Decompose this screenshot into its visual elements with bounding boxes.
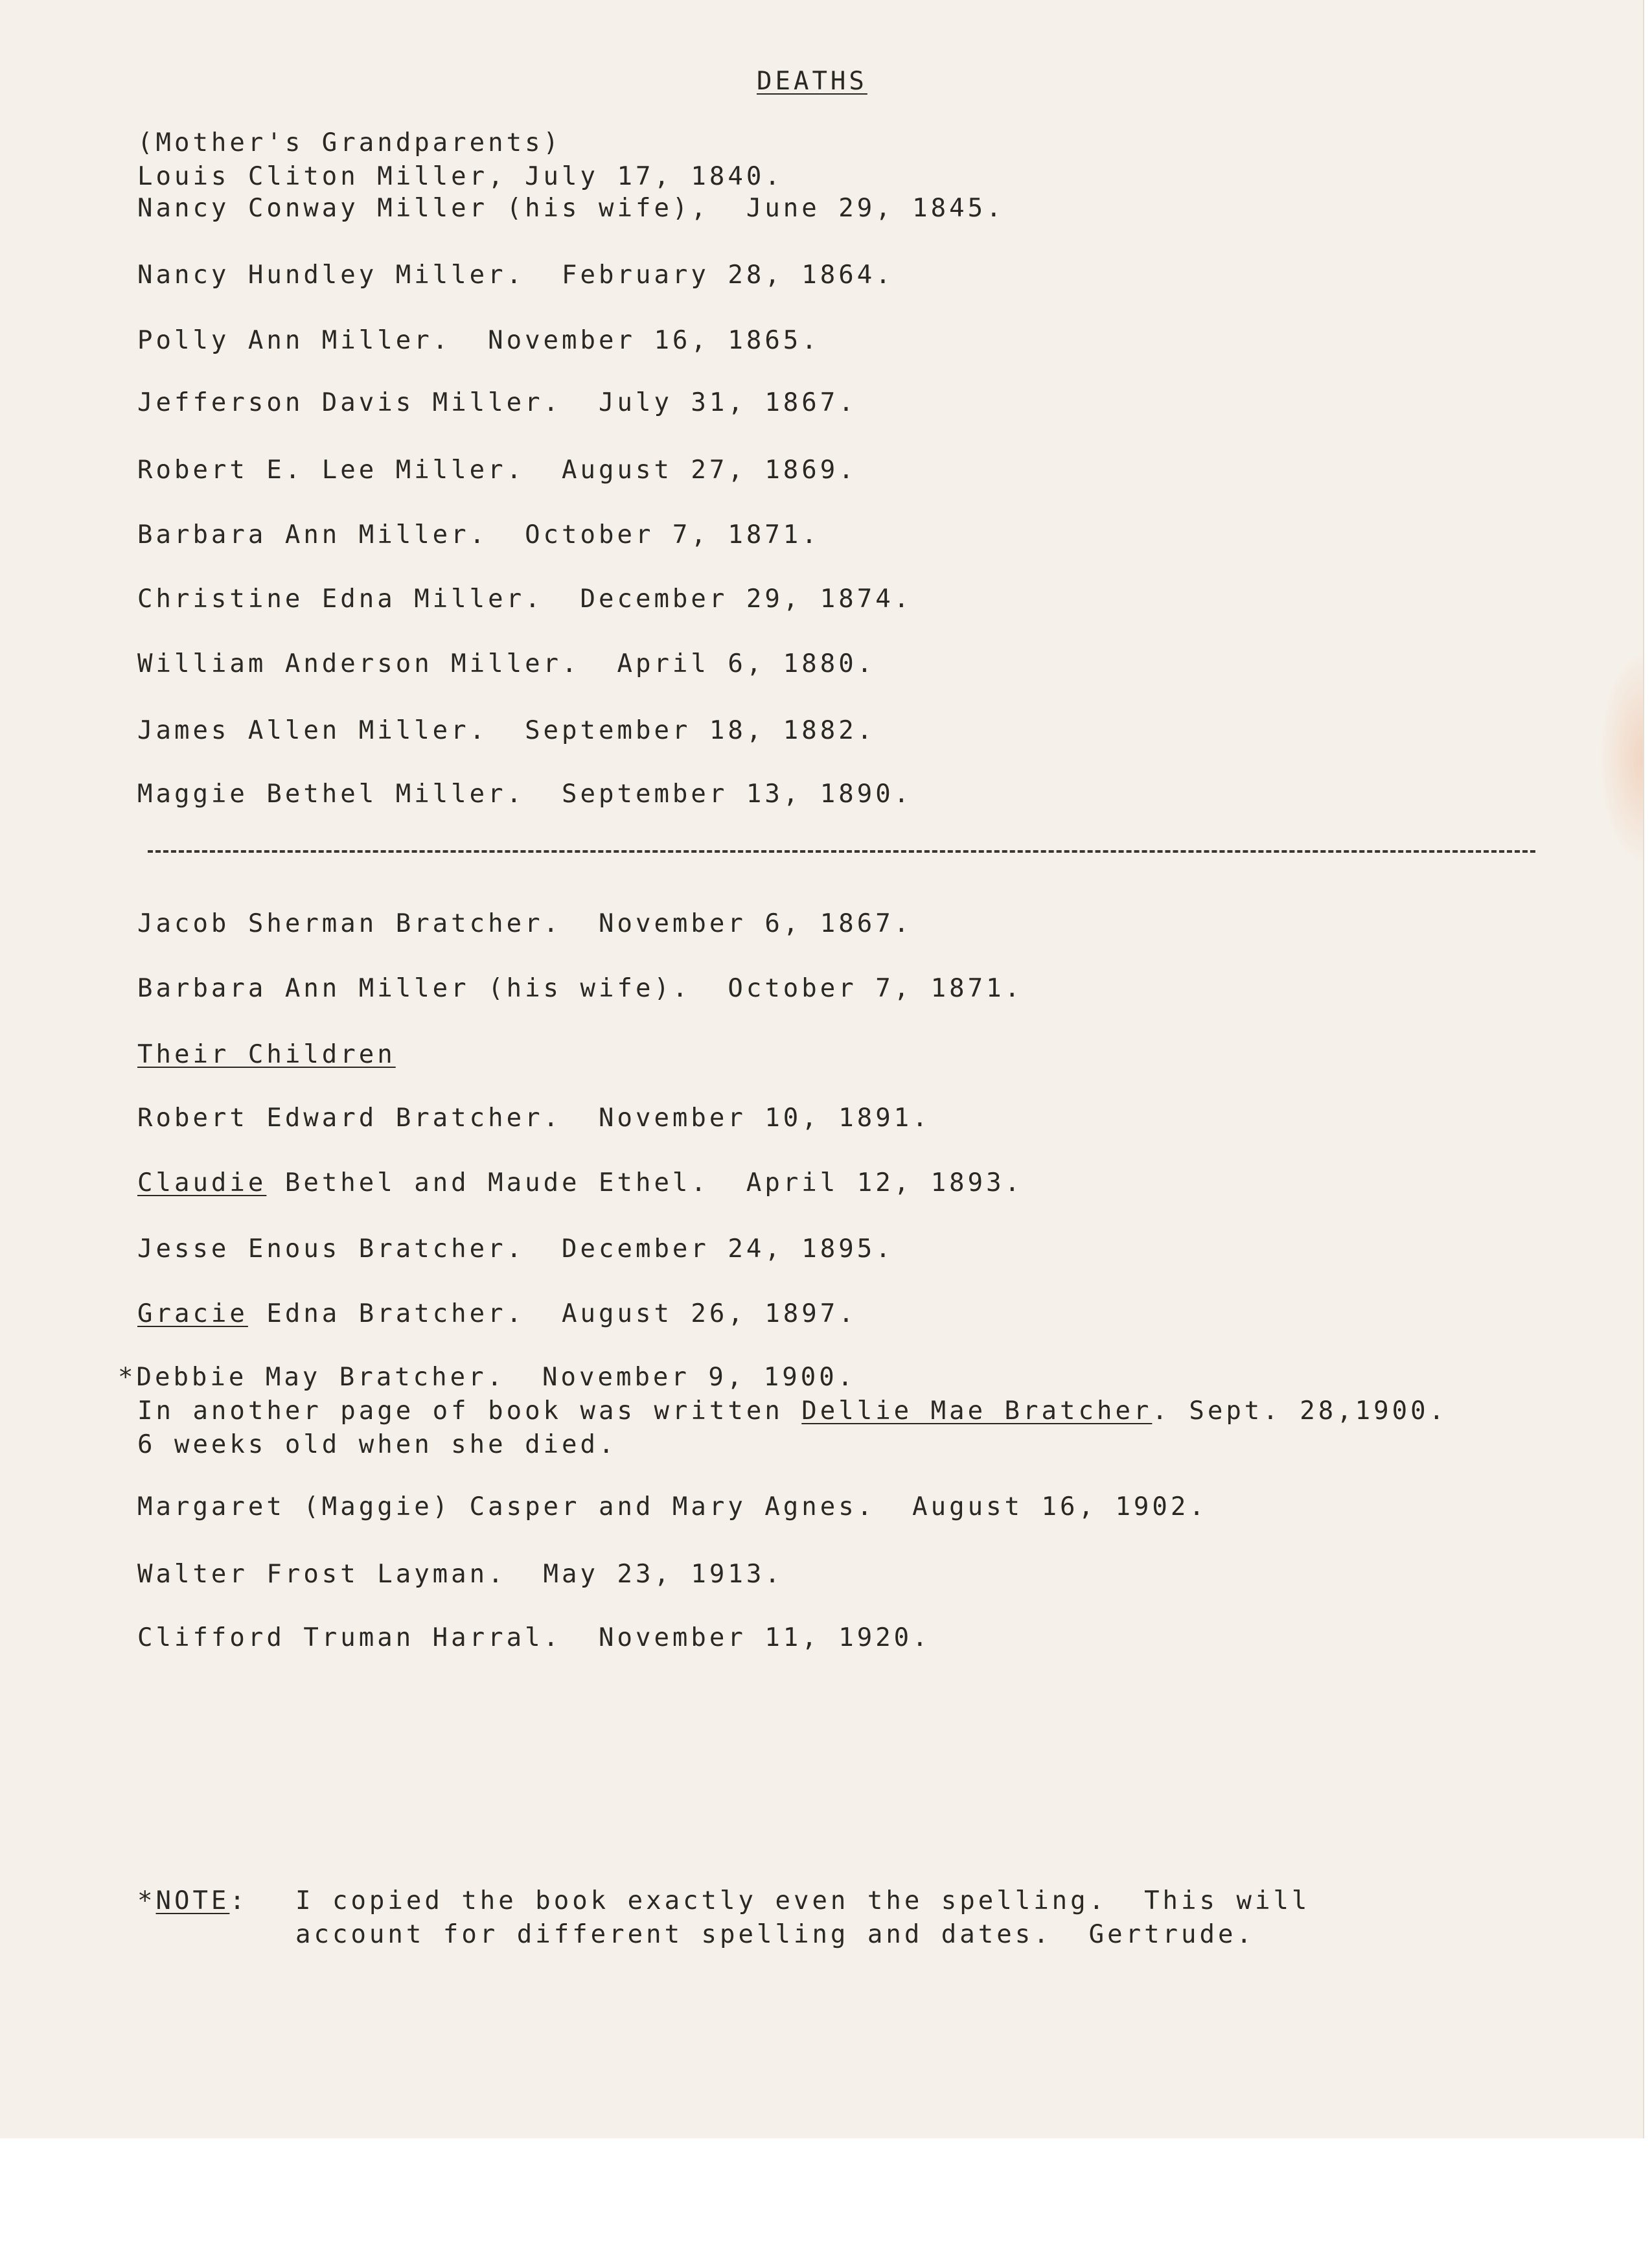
- death-entry: Robert E. Lee Miller. August 27, 1869.: [137, 456, 857, 485]
- death-entry: Barbara Ann Miller. October 7, 1871.: [137, 520, 820, 549]
- death-entry: Nancy Hundley Miller. February 28, 1864.: [137, 260, 894, 290]
- death-entry: Clifford Truman Harral. November 11, 1920.: [137, 1623, 931, 1652]
- entry-note: [137, 1396, 1447, 1427]
- death-entry: Jacob Sherman Bratcher. November 6, 1867.: [137, 909, 913, 938]
- entry-text: Edna Bratcher. August 26, 1897.: [247, 1299, 857, 1328]
- paper-stain: [1598, 648, 1643, 868]
- death-entry: Robert Edward Bratcher. November 10, 1891.: [137, 1104, 931, 1133]
- death-entry: Jefferson Davis Miller. July 31, 1867.: [137, 388, 857, 417]
- entry-text: Bethel and Maude Ethel. April 12, 1893.: [266, 1168, 1024, 1197]
- grandparents-heading: (Mother's Grandparents): [137, 128, 562, 157]
- footnote-text: I copied the book exactly even the spelling. This will: [295, 1886, 1311, 1915]
- underlined-name: Claudie: [137, 1168, 267, 1197]
- entry-note: 6 weeks old when she died.: [137, 1430, 617, 1459]
- death-entry: [137, 1299, 857, 1330]
- section-divider: [148, 850, 1535, 853]
- note-colon: :: [229, 1886, 248, 1915]
- death-entry: *Debbie May Bratcher. November 9, 1900.: [118, 1363, 856, 1392]
- death-entry: Polly Ann Miller. November 16, 1865.: [137, 326, 820, 355]
- death-entry: Christine Edna Miller. December 29, 1874.: [137, 584, 913, 614]
- note-star: *: [137, 1886, 156, 1915]
- death-entry: Jesse Enous Bratcher. December 24, 1895.: [137, 1234, 894, 1264]
- note-label: NOTE: [155, 1886, 230, 1915]
- death-entry: Walter Frost Layman. May 23, 1913.: [137, 1560, 783, 1589]
- entry-text: . Sept. 28,1900.: [1152, 1396, 1448, 1426]
- page-title: DEATHS: [757, 67, 867, 96]
- death-entry: James Allen Miller. September 18, 1882.: [137, 716, 876, 745]
- grandparent-entry: Nancy Conway Miller (his wife), June 29, 1845.: [137, 194, 1005, 223]
- footnote-text: account for different spelling and dates. Gertrude.: [295, 1920, 1255, 1949]
- grandparent-entry: Louis Cliton Miller, July 17, 1840.: [137, 162, 783, 191]
- footnote: [137, 1886, 248, 1917]
- underlined-name: Gracie: [137, 1299, 248, 1328]
- death-entry: William Anderson Miller. April 6, 1880.: [137, 649, 876, 678]
- death-entry: [137, 1168, 1023, 1199]
- death-entry: Margaret (Maggie) Casper and Mary Agnes. August 16, 1902.: [137, 1492, 1208, 1521]
- death-entry: Maggie Bethel Miller. September 13, 1890.: [137, 780, 913, 809]
- death-entry: Barbara Ann Miller (his wife). October 7, 1871.: [137, 974, 1024, 1003]
- underlined-name: Dellie Mae Bratcher: [801, 1396, 1153, 1426]
- entry-text: In another page of book was written: [137, 1396, 802, 1426]
- children-heading: Their Children: [137, 1040, 396, 1069]
